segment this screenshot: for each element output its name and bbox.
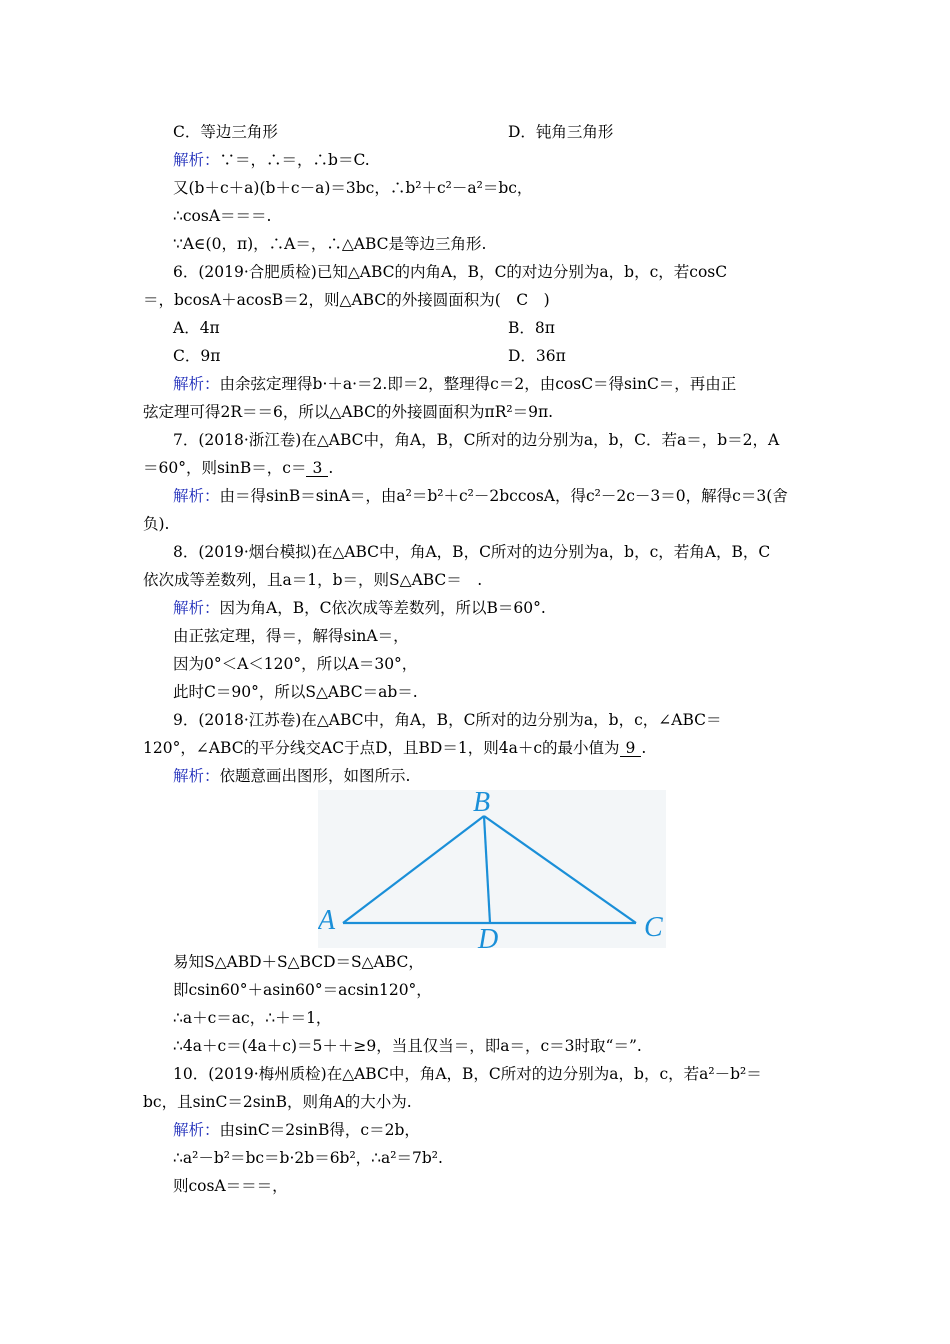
solution-line: 则cosA＝＝＝， — [173, 1177, 288, 1195]
segment-bc — [484, 816, 636, 923]
problem-10-stem-cont: bc，且sinC＝2sinB，则角A的大小为. — [143, 1093, 412, 1111]
problem-6-stem: 6．(2019·合肥质检)已知△ABC的内角A，B，C的对边分别为a，b，c，若cosC — [173, 263, 728, 281]
option-c: C．9π — [173, 347, 221, 365]
solution-line: 又(b＋c＋a)(b＋c－a)＝3bc，∴b²＋c²－a²＝bc， — [173, 179, 533, 197]
solution-line: 解析：依题意画出图形，如图所示. — [173, 767, 411, 785]
solution-line: ∵A∈(0，π)，∴A＝，∴△ABC是等边三角形. — [173, 235, 487, 253]
answer-blank: 3 — [306, 460, 328, 477]
solution-line: 解析：由＝得sinB＝sinA＝，由a²＝b²＋c²－2bccosA，得c²－2c－3＝0，解得c＝3(舍 — [173, 487, 788, 505]
problem-9-stem-cont: 120°，∠ABC的平分线交AC于点D，且BD＝1，则4a＋c的最小值为 9 . — [143, 739, 647, 757]
problem-6-stem-cont: ＝，bcosA＋acosB＝2，则△ABC的外接圆面积为( C ) — [143, 291, 550, 309]
option-d: D．36π — [508, 347, 566, 365]
problem-7-stem: 7．(2018·浙江卷)在△ABC中，角A，B，C所对的边分别为a，b，C．若a＝，b＝2，A — [173, 431, 780, 449]
solution-line: 易知S△ABD＋S△BCD＝S△ABC， — [173, 953, 424, 971]
solution-line: 由正弦定理，得＝，解得sinA＝， — [173, 627, 409, 645]
solution-line: 此时C＝90°，所以S△ABC＝ab＝. — [173, 683, 418, 701]
segment-bd — [484, 816, 490, 923]
point-d-label: D — [478, 924, 499, 948]
problem-8-stem: 8．(2019·烟台模拟)在△ABC中，角A，B，C所对的边分别为a，b，c，若角A，B，C — [173, 543, 771, 561]
solution-label: 解析： — [173, 487, 220, 505]
triangle-figure — [318, 790, 666, 948]
solution-label: 解析： — [173, 151, 220, 169]
solution-line: 解析：∵＝，∴＝，∴b＝C. — [173, 151, 370, 169]
vertex-a-label: A — [318, 905, 336, 936]
solution-line: 解析：由sinC＝2sinB得，c＝2b， — [173, 1121, 420, 1139]
solution-line: ∴a²－b²＝bc＝b·2b＝6b²，∴a²＝7b². — [173, 1149, 443, 1167]
solution-line: 弦定理可得2R＝＝6，所以△ABC的外接圆面积为πR²＝9π. — [143, 403, 554, 421]
solution-label: 解析： — [173, 767, 220, 785]
option-a: A．4π — [173, 319, 220, 337]
problem-7-stem-cont: ＝60°，则sinB＝，c＝ 3 . — [143, 459, 334, 477]
problem-10-stem: 10．(2019·梅州质检)在△ABC中，角A，B，C所对的边分别为a，b，c，若a²－b²＝ — [173, 1065, 762, 1083]
vertex-b-label: B — [473, 790, 491, 818]
problem-8-stem-cont: 依次成等差数列，且a＝1，b＝，则S△ABC＝ . — [143, 571, 483, 589]
solution-line: 解析：因为角A，B，C依次成等差数列，所以B＝60°. — [173, 599, 546, 617]
option-b: B．8π — [508, 319, 555, 337]
option-c: C．等边三角形 — [173, 123, 278, 141]
solution-line: ∴a＋c＝ac，∴＋＝1， — [173, 1009, 332, 1027]
segment-ab — [343, 816, 484, 923]
solution-line: 负). — [143, 515, 170, 533]
problem-9-stem: 9．(2018·江苏卷)在△ABC中，角A，B，C所对的边分别为a，b，c，∠ABC＝ — [173, 711, 722, 729]
solution-label: 解析： — [173, 1121, 220, 1139]
solution-label: 解析： — [173, 375, 220, 393]
solution-label: 解析： — [173, 599, 220, 617]
answer-blank: 9 — [620, 740, 642, 757]
solution-line: ∴4a＋c＝(4a＋c)＝5＋＋≥9，当且仅当＝，即a＝，c＝3时取“＝”. — [173, 1037, 642, 1055]
option-d: D．钝角三角形 — [508, 123, 614, 141]
vertex-c-label: C — [644, 912, 663, 943]
solution-line: 即csin60°＋asin60°＝acsin120°， — [173, 981, 432, 999]
solution-line: 因为0°＜A＜120°，所以A＝30°， — [173, 655, 418, 673]
solution-line: ∴cosA＝＝＝. — [173, 207, 272, 225]
solution-line: 解析：由余弦定理得b·＋a·＝2.即＝2，整理得c＝2，由cosC＝得sinC＝，再由正 — [173, 375, 737, 393]
